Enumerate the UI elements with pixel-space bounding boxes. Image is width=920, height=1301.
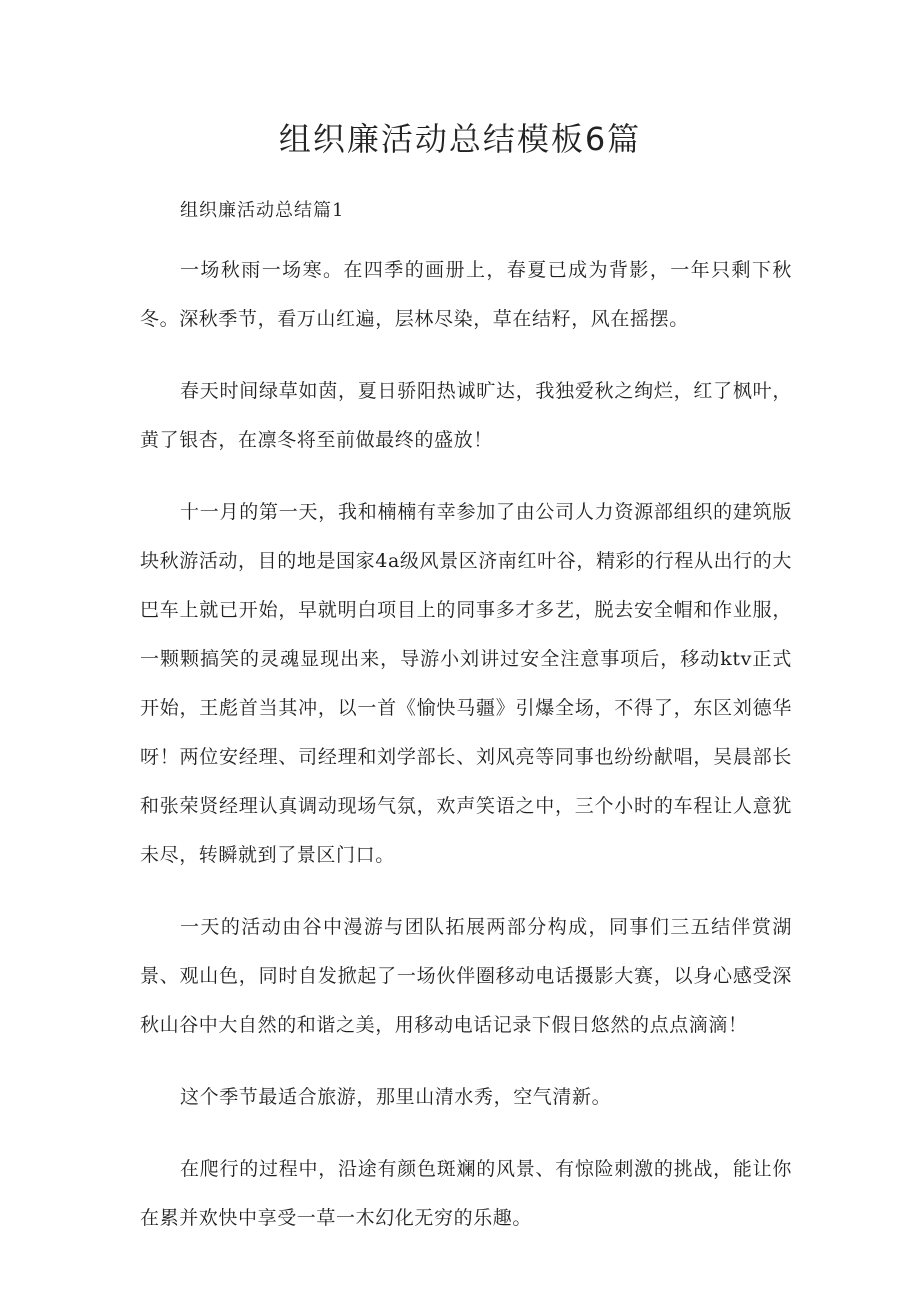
paragraph: 这个季节最适合旅游，那里山清水秀，空气清新。 [180,1086,612,1108]
paragraph: 一天的活动由谷中漫游与团队拓展两部分构成，同事们三五结伴赏湖景、观山色，同时自发掀起了一场伙伴圈移动电话摄影大赛，以身心感受深秋山谷中大自然的和谐之美，用移动电话记录下假日悠然的点点滴滴！ [140,916,792,1036]
paragraph: 一场秋雨一场寒。在四季的画册上，春夏已成为背影，一年只剩下秋冬。深秋季节，看万山红遍，层林尽染，草在结籽，风在摇摆。 [140,259,792,330]
document-title: 组织廉活动总结模板6篇 [278,120,642,158]
document-body [140,246,792,1266]
paragraph: 春天时间绿草如茵，夏日骄阳热诚旷达，我独爱秋之绚烂，红了枫叶，黄了银杏，在凛冬将至前做最终的盛放！ [140,380,792,451]
section-heading: 组织廉活动总结篇1 [180,200,345,221]
paragraph: 十一月的第一天，我和楠楠有幸参加了由公司人力资源部组织的建筑版块秋游活动，目的地是国家4a级风景区济南红叶谷，精彩的行程从出行的大巴车上就已开始，早就明白项目上的同事多才多艺，脱去安全帽和作业服，一颗颗搞笑的灵魂显现出来，导游小刘讲过安全注意事项后，移动ktv正式开始，王彪首当其冲，以一首《愉快马疆》引爆全场，不得了，东区刘德华呀！两位安经理、司经理和刘学部长、刘风亮等同事也纷纷献唱，吴晨部长和张荣贤经理认真调动现场气氛，欢声笑语之中，三个小时的车程让人意犹未尽，转瞬就到了景区门口。 [140,501,792,866]
paragraph: 在爬行的过程中，沿途有颜色斑斓的风景、有惊险刺激的挑战，能让你在累并欢快中享受一草一木幻化无穷的乐趣。 [140,1158,792,1229]
